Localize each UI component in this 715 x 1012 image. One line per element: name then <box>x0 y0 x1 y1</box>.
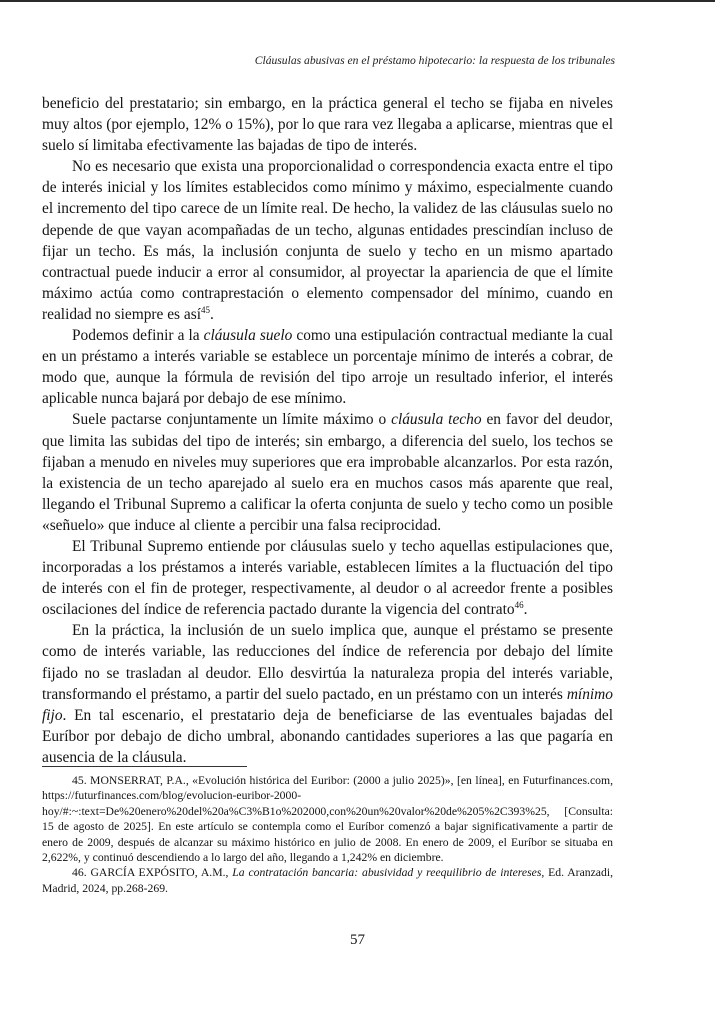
paragraph <box>42 156 613 325</box>
paragraph-text: No es necesario que exista una proporcionalidad o correspondencia exacta entre el tipo de interés inicial y los límites establecidos como mínimo y máximo, especialmente cuando el incremento del tipo carece de un límite real. De hecho, la validez de las cláusulas suelo no depende de que vayan acompañadas de un techo, algunas entidades prescindían incluso de fijar un techo. Es más, la inclusión conjunta de suelo y techo en un mismo apartado contractual puede inducir a error al consumidor, al proyectar la apariencia de que el límite máximo actúa como contraprestación o elemento compensador del mínimo, cuando en realidad no siempre es así <box>42 158 613 323</box>
paragraph-text-end: . <box>523 601 528 619</box>
defined-term: cláusula suelo <box>203 327 293 345</box>
footnote <box>42 773 613 865</box>
defined-term: cláusula techo <box>391 411 482 429</box>
paragraph-text: El Tribunal Supremo entiende por cláusulas suelo y techo aquellas estipulaciones que, incorporadas a los préstamos a interés variable, establecen límites a la fluctuación del tipo de interés con el fin de proteger, respectivamente, al deudor o al acreedor frente a posibles oscilaciones del índice de referencia pactado durante la vigencia del contrato <box>42 537 613 619</box>
paragraph-text: En la práctica, la inclusión de un suelo implica que, aunque el préstamo se presente como de interés variable, las reducciones del índice de referencia por debajo del límite fijado no se trasladan al deudor. Ello desvirtúa la naturaleza propia del interés variable, transformando el préstamo, a partir del suelo pactado, en un préstamo con un interés <box>42 622 613 703</box>
paragraph <box>42 536 613 620</box>
paragraph-text-end: . <box>209 305 214 323</box>
paragraph-text: . En tal escenario, el prestatario deja de beneficiarse de las eventuales bajadas del Euríbor por debajo de dicho umbral, abonando cantidades superiores a las que pagaría en ausencia de la cláusula. <box>42 706 613 766</box>
footnote-ref: 45 <box>200 304 210 315</box>
top-border-rule <box>0 0 715 2</box>
footnote-text: 46. GARCÍA EXPÓSITO, A.M., <box>72 866 233 880</box>
page-number: 57 <box>350 932 365 948</box>
body-text <box>42 93 613 768</box>
paragraph-text: Suele pactarse conjuntamente un límite máximo o <box>72 411 392 429</box>
footnote-separator <box>42 766 247 767</box>
footnote-ref: 46 <box>514 600 524 611</box>
running-header: Cláusulas abusivas en el préstamo hipotecario: la respuesta de los tribunales <box>254 54 615 67</box>
paragraph-text: en favor del deudor, que limita las subidas del tipo de interés; sin embargo, a diferencia del suelo, los techos se fijaban a menudo en niveles muy superiores que era improbable alcanzarlos. Por esta razón, la existencia de un techo aparejado al suelo era en muchos casos más aparente que real, llegando el Tribunal Supremo a calificar la oferta conjunta de suelo y techo como un posible «señuelo» que induce al cliente a percibir una falsa reciprocidad. <box>42 411 613 534</box>
paragraph <box>42 409 613 536</box>
book-title: La contratación bancaria: abusividad y reequilibrio de intereses <box>232 866 542 880</box>
paragraph <box>42 325 613 409</box>
paragraph-text: como una estipulación contractual mediante la cual en un préstamo a interés variable se establece un porcentaje mínimo de interés a cobrar, de modo que, aunque la fórmula de revisión del tipo arroje un resultado inferior, el interés aplicable nunca bajará por debajo de ese mínimo. <box>42 327 613 408</box>
emphasized-term: mínimo fijo <box>42 685 613 724</box>
paragraph <box>42 620 613 768</box>
paragraph-text: Podemos definir a la <box>72 327 204 345</box>
footnote-text: , Ed. Aranzadi, Madrid, 2024, pp.268-269. <box>42 866 613 895</box>
footnotes <box>42 773 613 896</box>
paragraph-text: beneficio del prestatario; sin embargo, en la práctica general el techo se fijaba en niveles muy altos (por ejemplo, 12% o 15%), por lo que rara vez llegaba a aplicarse, mientras que el suelo sí limitaba efectivamente las bajadas de tipo de interés. <box>42 95 613 155</box>
paragraph <box>42 93 613 156</box>
footnote-text: 45. MONSERRAT, P.A., «Evolución histórica del Euribor: (2000 a julio 2025)», [en línea], en Futurfinances.com, https://futurfinances.com/blog/evolucion-euribor-2000-hoy/#:~:text=De%20enero%20del%20a%C3%B1o%202000,con%20un%20valor%20de%205%2C393%25, [Consulta: 15 de agosto de 2025]. En este artículo se contempla como el Euríbor comenzó a bajar significativamente a partir de enero de 2009, después de alcanzar su máximo histórico en julio de 2008. En enero de 2009, el Euríbor se situaba en 2,622%, y continuó descendiendo a lo largo del año, llegando a 1,242% en diciembre. <box>42 774 613 865</box>
footnote <box>42 865 613 896</box>
